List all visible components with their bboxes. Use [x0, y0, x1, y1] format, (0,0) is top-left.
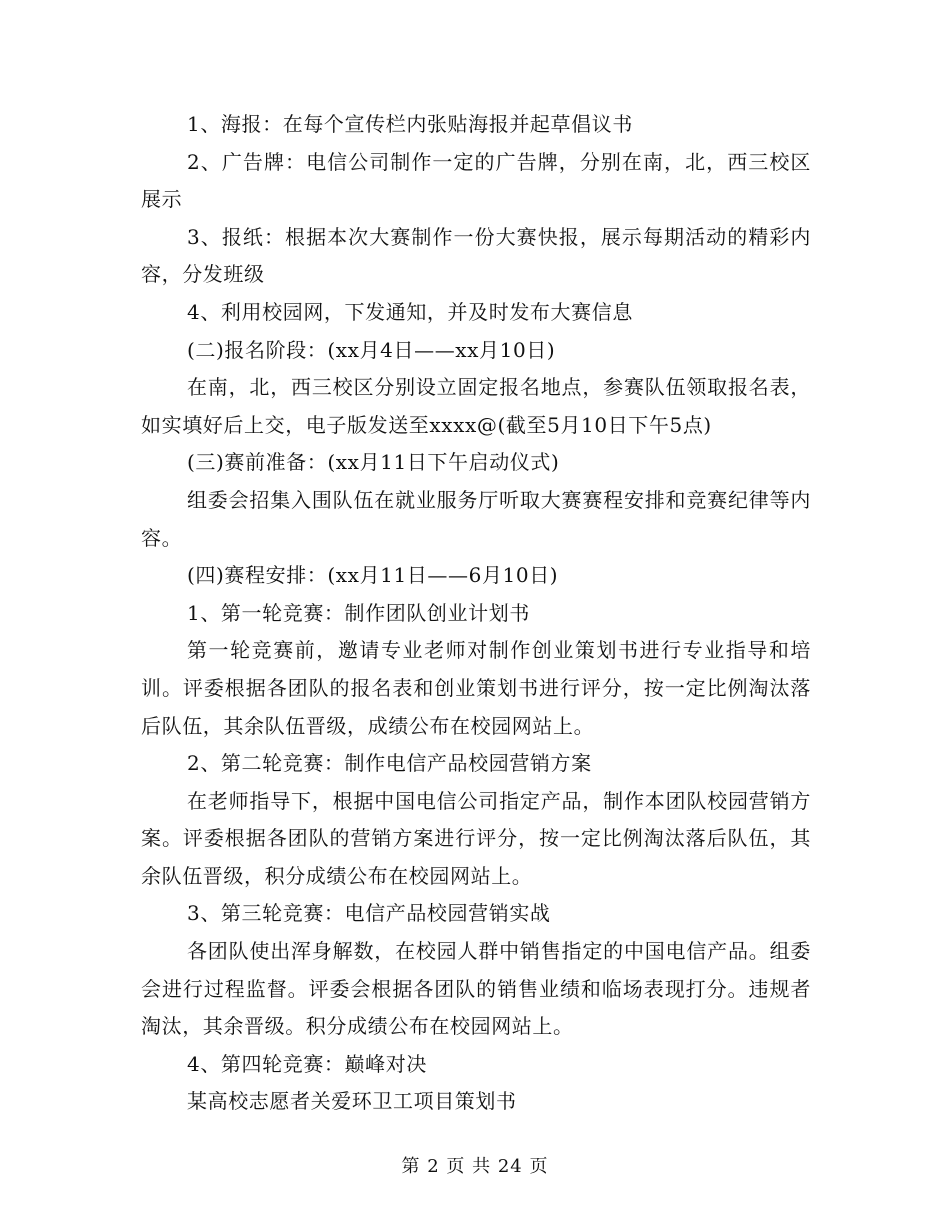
round-3-heading: 3、第三轮竞赛：电信产品校园营销实战: [187, 901, 551, 926]
round-1-heading: 1、第一轮竞赛：制作团队创业计划书: [187, 600, 530, 625]
paragraph-newspaper: 3、报纸：根据本次大赛制作一份大赛快报，展示每期活动的精彩内容，分发班级: [141, 224, 811, 287]
section-preparation-heading: (三)赛前准备：(xx月11日下午启动仪式): [187, 450, 560, 475]
paragraph-next-title: 某高校志愿者关爱环卫工项目策划书: [187, 1089, 517, 1114]
round-2-heading: 2、第二轮竞赛：制作电信产品校园营销方案: [187, 751, 592, 776]
paragraph-billboard: 2、广告牌：电信公司制作一定的广告牌，分别在南，北，西三校区展示: [141, 149, 811, 212]
paragraph-round-2: 在老师指导下，根据中国电信公司指定产品，制作本团队校园营销方案。评委根据各团队的营销方案进行评分，按一定比例淘汰落后队伍，其余队伍晋级，积分成绩公布在校园网站上。: [141, 788, 811, 888]
paragraph-round-3: 各团队使出浑身解数，在校园人群中销售指定的中国电信产品。组委会进行过程监督。评委会根据各团队的销售业绩和临场表现打分。违规者淘汰，其余晋级。积分成绩公布在校园网站上。: [141, 939, 811, 1039]
paragraph-preparation: 组委会招集入围队伍在就业服务厅听取大赛赛程安排和竞赛纪律等内容。: [141, 487, 811, 550]
paragraph-round-1: 第一轮竞赛前，邀请专业老师对制作创业策划书进行专业指导和培训。评委根据各团队的报名表和创业策划书进行评分，按一定比例淘汰落后队伍，其余队伍晋级，成绩公布在校园网站上。: [141, 638, 811, 738]
paragraph-poster: 1、海报：在每个宣传栏内张贴海报并起草倡议书: [187, 112, 633, 136]
round-4-heading: 4、第四轮竞赛：巅峰对决: [187, 1051, 427, 1076]
paragraph-registration: 在南，北，西三校区分别设立固定报名地点，参赛队伍领取报名表，如实填好后上交，电子版发送至xxxx@(截至5月10日下午5点): [141, 375, 811, 437]
paragraph-campus-network: 4、利用校园网，下发通知，并及时发布大赛信息: [187, 299, 633, 324]
page-number-footer: 第 2 页 共 24 页: [401, 1156, 549, 1177]
section-registration-heading: (二)报名阶段：(xx月4日——xx月10日): [187, 337, 556, 362]
document-body: [141, 106, 811, 1121]
section-schedule-heading: (四)赛程安排：(xx月11日——6月10日): [187, 563, 559, 588]
